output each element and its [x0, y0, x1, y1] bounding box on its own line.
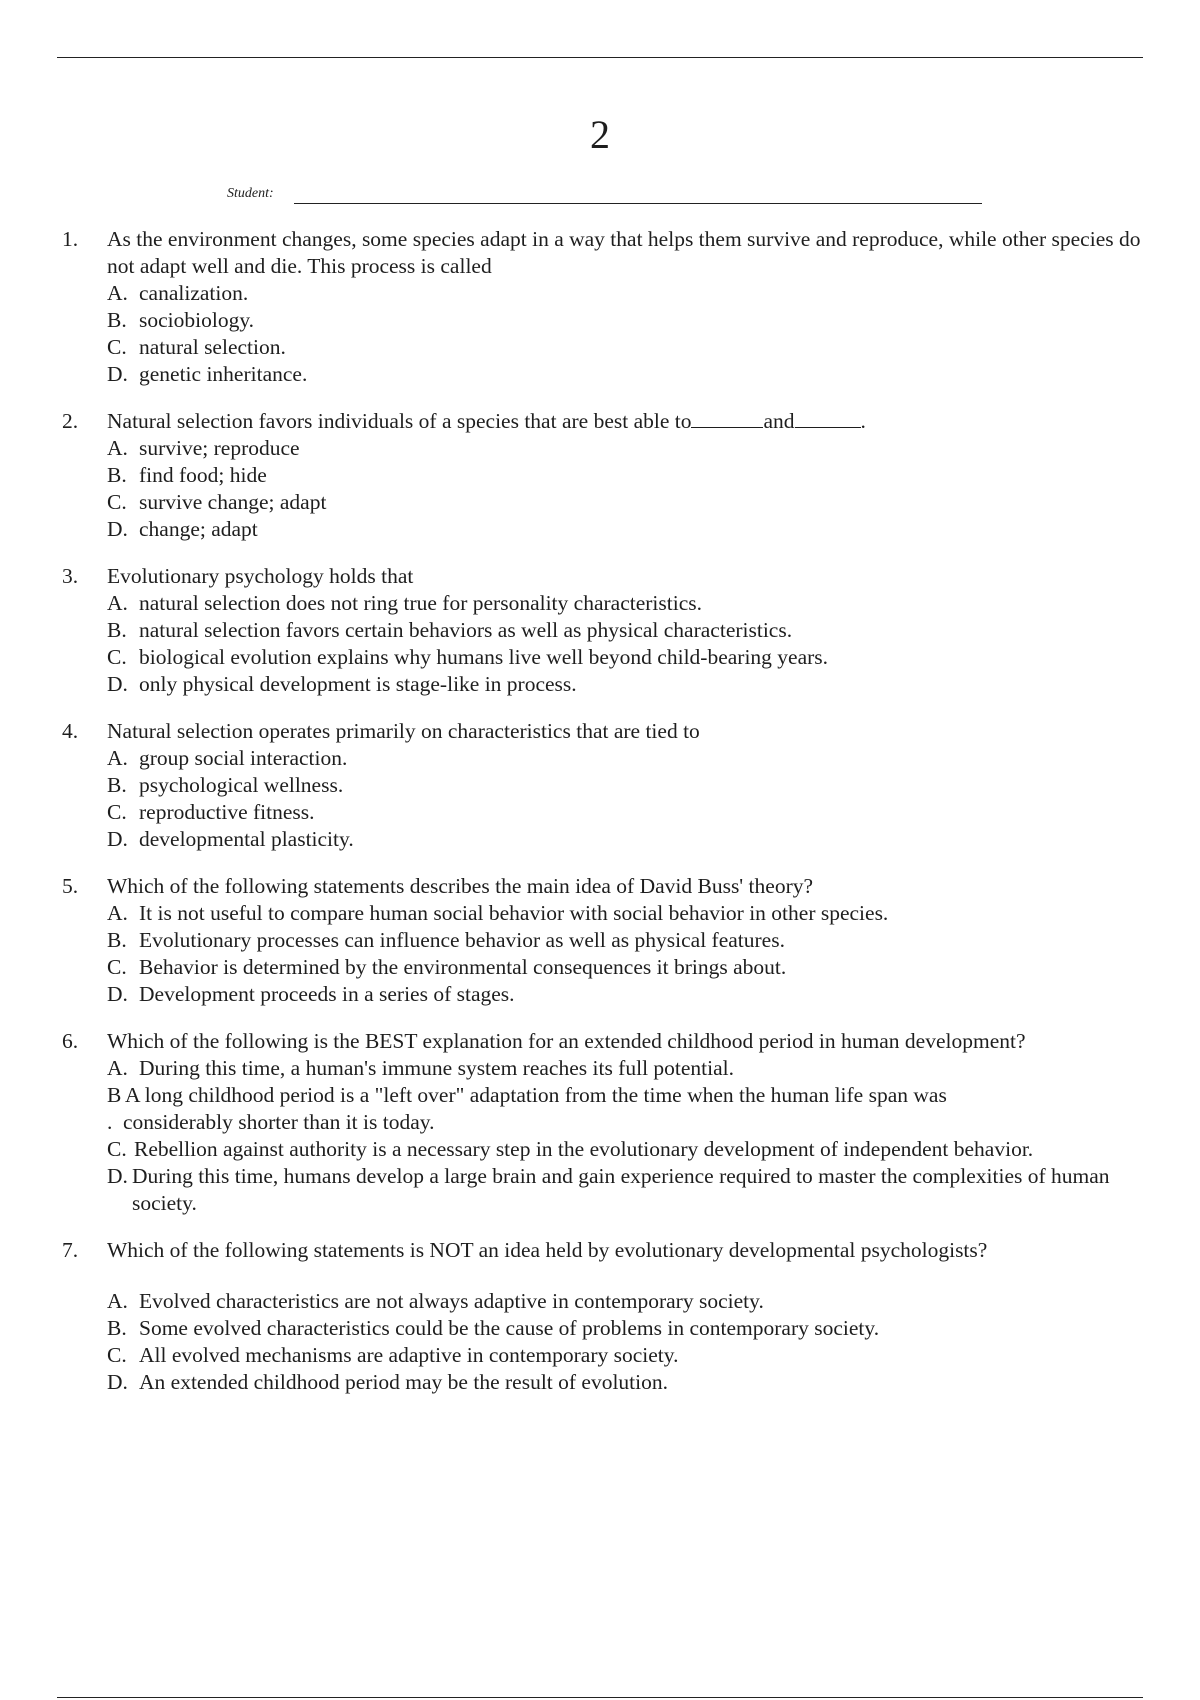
student-label: Student:	[227, 186, 274, 201]
question-1	[62, 226, 1152, 388]
question-number: 6.	[62, 1029, 79, 1053]
answer-option[interactable]	[107, 1315, 1152, 1342]
question-stem: Natural selection operates primarily on characteristics that are tied to	[107, 719, 700, 743]
answer-option[interactable]	[107, 462, 1152, 489]
option-text: genetic inheritance.	[139, 362, 308, 386]
option-text: survive; reproduce	[139, 436, 300, 460]
option-letter: D.	[107, 362, 128, 386]
option-letter: C.	[107, 335, 127, 359]
option-letter: D.	[107, 1164, 128, 1188]
option-text: It is not useful to compare human social behavior with social behavior in other species.	[139, 901, 889, 925]
option-text: reproductive fitness.	[139, 800, 315, 824]
option-letter: A.	[107, 1056, 128, 1080]
option-text: sociobiology.	[139, 308, 255, 332]
answer-option[interactable]	[107, 435, 1152, 462]
question-6	[62, 1028, 1152, 1217]
option-text: only physical development is stage-like in process.	[139, 672, 577, 696]
question-number: 7.	[62, 1238, 79, 1262]
answer-option[interactable]	[107, 900, 1152, 927]
option-text: find food; hide	[139, 463, 267, 487]
answer-option[interactable]	[107, 1082, 1152, 1109]
option-letter: D.	[107, 517, 128, 541]
question-stem: As the environment changes, some species adapt in a way that helps them survive and reproduce, while other species do not adapt well and die. This process is called	[107, 227, 1141, 278]
question-number: 3.	[62, 564, 79, 588]
option-text: natural selection does not ring true for personality characteristics.	[139, 591, 702, 615]
answer-option[interactable]	[107, 334, 1152, 361]
option-text: Evolved characteristics are not always adaptive in contemporary society.	[139, 1289, 764, 1313]
question-number: 2.	[62, 409, 79, 433]
option-letter: C.	[107, 955, 127, 979]
answer-option[interactable]	[107, 516, 1152, 543]
answer-option[interactable]	[107, 644, 1152, 671]
fill-in-blank-1[interactable]	[691, 409, 763, 428]
option-text: An extended childhood period may be the result of evolution.	[139, 1370, 669, 1394]
question-stem: Evolutionary psychology holds that	[107, 564, 414, 588]
option-letter: D.	[107, 672, 128, 696]
option-letter: C.	[107, 645, 127, 669]
question-stem: Which of the following is the BEST explanation for an extended childhood period in human development?	[107, 1029, 1026, 1053]
option-text: Behavior is determined by the environmental consequences it brings about.	[139, 955, 787, 979]
answer-option[interactable]	[107, 954, 1152, 981]
answer-option[interactable]	[107, 1136, 1152, 1163]
answer-option[interactable]	[107, 361, 1152, 388]
option-text: All evolved mechanisms are adaptive in contemporary society.	[139, 1343, 679, 1367]
answer-option[interactable]	[107, 671, 1152, 698]
option-text: A long childhood period is a "left over" adaptation from the time when the human life span was	[125, 1083, 947, 1107]
option-letter: A.	[107, 1289, 128, 1313]
option-text: Evolutionary processes can influence behavior as well as physical features.	[139, 928, 785, 952]
question-number: 5.	[62, 874, 79, 898]
option-text: During this time, a human's immune system reaches its full potential.	[139, 1056, 735, 1080]
option-letter: A.	[107, 746, 128, 770]
stem-end: .	[860, 409, 866, 433]
option-text: natural selection.	[139, 335, 286, 359]
answer-option[interactable]	[107, 981, 1152, 1008]
top-rule	[57, 57, 1143, 58]
option-text: Development proceeds in a series of stages.	[139, 982, 515, 1006]
option-letter: .	[107, 1110, 113, 1134]
option-text: natural selection favors certain behaviors as well as physical characteristics.	[139, 618, 793, 642]
answer-option[interactable]	[107, 927, 1152, 954]
answer-option[interactable]	[107, 745, 1152, 772]
option-letter: D.	[107, 1370, 128, 1394]
option-letter: A.	[107, 436, 128, 460]
option-text: group social interaction.	[139, 746, 348, 770]
question-2	[62, 408, 1152, 543]
option-letter: B	[107, 1083, 122, 1107]
option-letter: D.	[107, 982, 128, 1006]
answer-option[interactable]	[107, 772, 1152, 799]
question-4	[62, 718, 1152, 853]
answer-option[interactable]	[107, 1055, 1152, 1082]
answer-option[interactable]	[107, 617, 1152, 644]
question-list	[62, 226, 1152, 1416]
fill-in-blank-2[interactable]	[795, 409, 861, 428]
option-text: change; adapt	[139, 517, 258, 541]
question-stem: Which of the following statements describes the main idea of David Buss' theory?	[107, 874, 814, 898]
stem-start: Natural selection favors individuals of a species that are best able to	[107, 409, 692, 433]
answer-option[interactable]	[107, 1342, 1152, 1369]
option-text: Some evolved characteristics could be the cause of problems in contemporary society.	[139, 1316, 880, 1340]
option-text: psychological wellness.	[139, 773, 344, 797]
answer-option[interactable]	[107, 489, 1152, 516]
question-number: 1.	[62, 227, 79, 251]
option-letter: D.	[107, 827, 128, 851]
option-letter: B.	[107, 928, 127, 952]
option-letter: C.	[107, 490, 127, 514]
option-text: Rebellion against authority is a necessary step in the evolutionary development of independent behavior.	[134, 1137, 1034, 1161]
option-letter: B.	[107, 463, 127, 487]
option-letter: A.	[107, 901, 128, 925]
answer-option[interactable]	[107, 799, 1152, 826]
option-text: survive change; adapt	[139, 490, 327, 514]
question-stem: Which of the following statements is NOT an idea held by evolutionary developmental psychologists?	[107, 1238, 988, 1262]
option-text: canalization.	[139, 281, 249, 305]
option-letter: A.	[107, 281, 128, 305]
question-stem	[107, 408, 1152, 435]
bottom-rule	[57, 1697, 1143, 1698]
option-letter: C.	[107, 1343, 127, 1367]
stem-mid: and	[763, 409, 795, 433]
answer-option[interactable]	[107, 280, 1152, 307]
option-letter: C.	[107, 1137, 127, 1161]
question-7	[62, 1237, 1152, 1396]
option-text: During this time, humans develop a large brain and gain experience required to master the complexities of human society.	[132, 1164, 1110, 1215]
answer-option[interactable]	[107, 590, 1152, 617]
option-letter: B.	[107, 773, 127, 797]
option-letter: B.	[107, 308, 127, 332]
answer-option-continued	[107, 1109, 1152, 1136]
option-text: considerably shorter than it is today.	[123, 1110, 435, 1134]
page-number: 2	[590, 112, 610, 157]
answer-option[interactable]	[107, 826, 1152, 853]
option-text: biological evolution explains why humans live well beyond child-bearing years.	[139, 645, 829, 669]
question-3	[62, 563, 1152, 698]
answer-option[interactable]	[107, 1369, 1152, 1396]
student-name-line[interactable]	[294, 203, 982, 204]
option-letter: A.	[107, 591, 128, 615]
question-number: 4.	[62, 719, 79, 743]
option-letter: B.	[107, 1316, 127, 1340]
option-letter: B.	[107, 618, 127, 642]
question-5	[62, 873, 1152, 1008]
option-letter: C.	[107, 800, 127, 824]
answer-option[interactable]	[107, 1288, 1152, 1315]
answer-option[interactable]	[107, 307, 1152, 334]
option-text: developmental plasticity.	[139, 827, 354, 851]
answer-option[interactable]	[107, 1163, 1152, 1217]
